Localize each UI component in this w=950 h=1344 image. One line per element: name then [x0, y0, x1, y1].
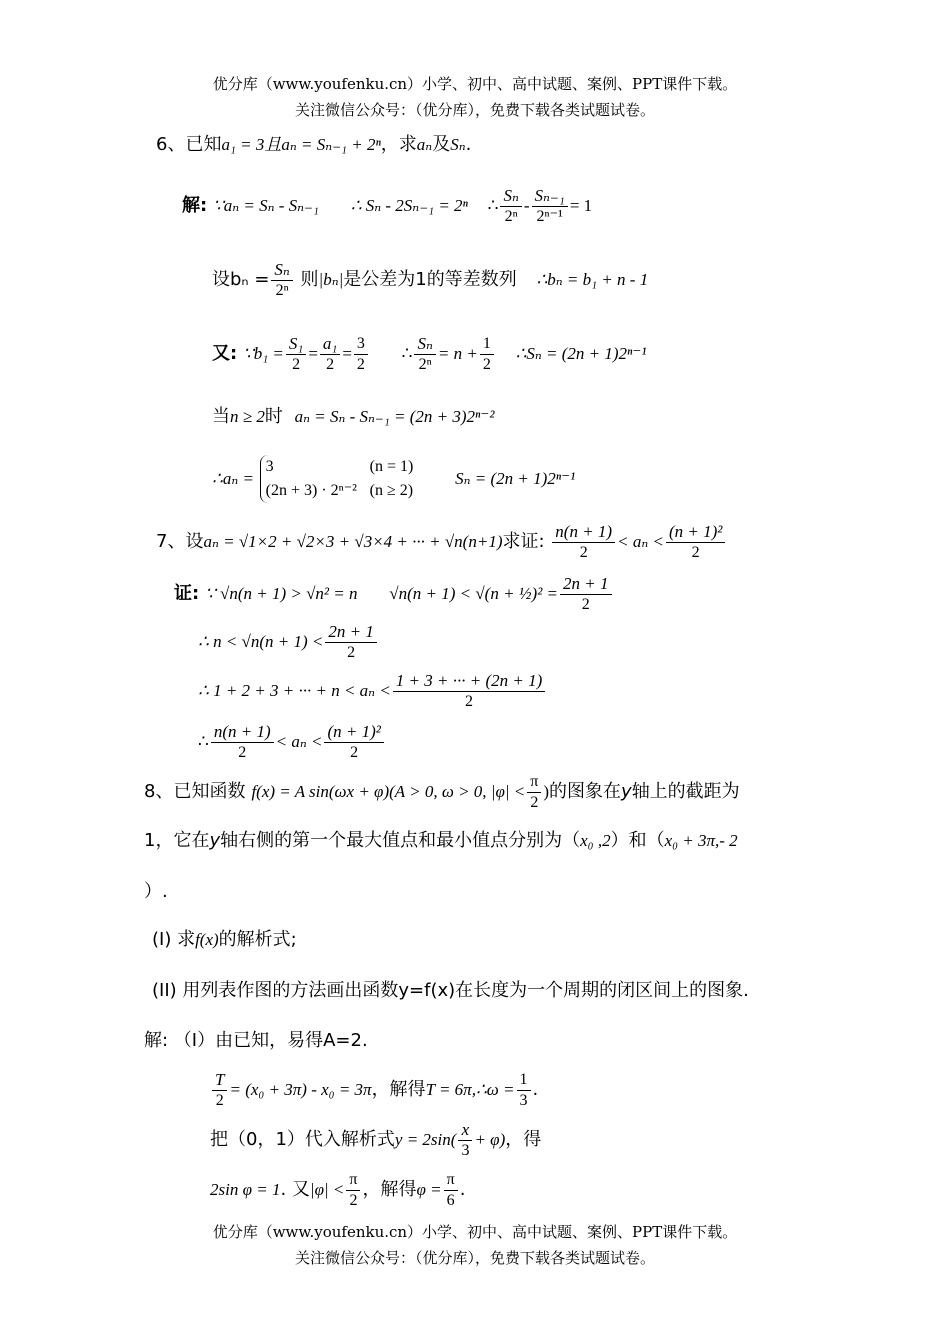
q7-left-frac: $\frac{n(n + 1)}{2}$	[552, 522, 615, 563]
q8-pt1: x₀ ,2	[580, 831, 611, 850]
q6-also-frac-5: $\frac{1}{2}$	[480, 334, 494, 375]
q6-end: .	[465, 134, 472, 155]
q6-when-cond: n ≥ 2	[230, 407, 265, 426]
q6-solution-label: 解:	[182, 195, 208, 216]
q8-s2-expr: y = 2sin(	[394, 1130, 457, 1149]
q8-label: 8、已知函数	[144, 781, 246, 802]
q7-right-frac: $\frac{\text{(n + 1)²}}{2}$	[666, 522, 725, 563]
q6-when-time: 时	[264, 406, 283, 427]
q8-s1-end: .	[532, 1079, 539, 1100]
q8-statement-line-1	[144, 770, 740, 814]
q6-solution-line-1	[182, 184, 592, 228]
q6-ask: ，求	[380, 134, 417, 155]
q8-func-end: )	[543, 782, 550, 801]
header-line-2: 关注微信公众号：（优分库），免费下载各类试题试卷。	[294, 101, 655, 119]
q6-when-expr: aₙ = Sₙ - Sₙ₋₁ = (2n + 3)2ⁿ⁻²	[294, 407, 495, 426]
q6-statement	[156, 133, 471, 157]
q8-solution-line: 解: （I）由已知，易得A=2.	[144, 1030, 368, 1051]
q8-y-2: y	[209, 830, 221, 851]
q6-case2-cond: (n ≥ 2)	[369, 482, 414, 499]
q6-also-frac-4: $\frac{\text{Sₙ}}{\text{2ⁿ}}$	[414, 334, 435, 375]
q8-s1-frac: $\frac{T}{2}$	[212, 1070, 227, 1111]
q8-s3-end: .	[459, 1179, 466, 1200]
q7-p1b: √n(n + 1) < √(n + ½)² =	[389, 584, 559, 603]
q7-proof-line-3	[198, 669, 547, 713]
q6-condition: a₁ = 3且aₙ = Sₙ₋₁ + 2ⁿ	[221, 135, 381, 154]
q6-also-line: 又: ∵b₁ = $\frac{\text{S₁}}{2}$ = $\frac{\text{a₁}}{2}$ = $\frac{3}{2}$ ∴ $\frac{\text{Sₙ}}{\text{2ⁿ}}$ = n + $\frac{1}{2}$ ∴Sₙ = (2n + 1)2ⁿ⁻¹	[212, 333, 647, 373]
q6-also-frac-3: $\frac{3}{2}$	[354, 334, 368, 375]
q6-let-line	[212, 258, 648, 302]
q6-when-label: 当	[212, 406, 230, 427]
q8-statement-line-2	[144, 829, 738, 853]
q6-sn: Sₙ	[450, 135, 466, 154]
q8-s3-text1: . 又	[280, 1179, 310, 1200]
q6-also-b1: ∵b₁ =	[242, 344, 284, 363]
q8-line2b: 轴右侧的第一个最大值点和最小值点分别为（	[220, 830, 581, 851]
q6-sol-1b: ∴ Sₙ - 2Sₙ₋₁ = 2ⁿ	[350, 196, 468, 215]
q7-proof-label: 证:	[174, 583, 200, 604]
q6-frac-sn-2n: $\frac{\text{Sₙ}}{\text{2ⁿ}}$	[500, 186, 521, 227]
q7-mid: < aₙ <	[617, 532, 664, 551]
q6-also-sn: ∴Sₙ = (2n + 1)2ⁿ⁻¹	[515, 344, 647, 363]
q8-text1: 的图象在	[549, 781, 622, 802]
q6-sol-1a: ∵aₙ = Sₙ - Sₙ₋₁	[212, 196, 319, 215]
q6-also-frac-2: $\frac{\text{a₁}}{2}$	[320, 334, 340, 375]
q7-p3: ∴ 1 + 2 + 3 + ··· + n < aₙ <	[198, 681, 391, 700]
q8-part1-text: 的解析式;	[218, 929, 297, 950]
q7-prove: 求证:	[502, 531, 545, 552]
q8-s3-expr: 2sin φ = 1	[210, 1180, 281, 1199]
q8-s1-result: T = 6π,∴ω =	[425, 1080, 515, 1099]
q7-p1a: ∵ √n(n + 1) > √n² = n	[204, 584, 358, 603]
q7-p1b-frac: $\frac{2n + 1}{2}$	[560, 574, 611, 615]
q7-p4-therefore: ∴	[198, 732, 209, 751]
q6-result-prefix: ∴aₙ =	[212, 469, 254, 488]
q8-part2: (II) 用列表作图的方法画出函数y=f(x)在长度为一个周期的闭区间上的图象.	[152, 980, 749, 1001]
q7-proof-line-2	[198, 620, 379, 664]
q6-let-bn: |bₙ|	[318, 270, 344, 289]
q6-when-line	[212, 405, 494, 429]
footer-line-2: 关注微信公众号：（优分库），免费下载各类试题试卷。	[294, 1249, 655, 1267]
q6-label: 6、已知	[156, 134, 222, 155]
q8-s2-text1: 把（0，1）代入解析式	[210, 1129, 395, 1150]
q8-s3-text2: ，解得	[362, 1179, 417, 1200]
q6-frac-sn1-2n1: $\frac{\text{Sₙ₋₁}}{\text{2ⁿ⁻¹}}$	[532, 186, 568, 227]
q6-case1-val: 3	[265, 458, 274, 475]
q6-minus: -	[523, 196, 530, 215]
q6-and: 及	[432, 134, 451, 155]
q8-s1-expr: = (x₀ + 3π) - x₀ = 3π	[229, 1080, 372, 1099]
q6-also-label: 又:	[212, 343, 238, 364]
q8-s1-text: ，解得	[371, 1079, 426, 1100]
q8-s3-frac: $\frac{\pi}{2}$	[346, 1170, 360, 1211]
q8-step-2	[210, 1118, 541, 1162]
q6-also-n-plus: = n +	[437, 344, 478, 363]
q6-eq-one: = 1	[569, 196, 593, 215]
q6-also-frac-1: $\frac{\text{S₁}}{2}$	[286, 334, 306, 375]
q6-an: aₙ	[416, 135, 433, 154]
q7-statement	[156, 520, 727, 564]
q8-y: y	[621, 781, 632, 802]
q8-s2-text2: ，得	[505, 1129, 542, 1150]
q7-expr: aₙ = √1×2 + √2×3 + √3×4 + ··· + √n(n+1)	[203, 532, 503, 551]
q8-s2-expr2: + φ)	[474, 1130, 506, 1149]
q8-step-3	[210, 1168, 465, 1212]
q7-p4-left-frac: $\frac{n(n + 1)}{2}$	[211, 722, 274, 763]
q8-s3-res-frac: $\frac{\pi}{6}$	[444, 1170, 458, 1211]
q8-func-frac: $\frac{\pi}{2}$	[527, 772, 541, 813]
q8-s1-res-frac: $\frac{1}{3}$	[517, 1070, 531, 1111]
q8-text2: 轴上的截距为	[631, 781, 740, 802]
q7-p2-frac: $\frac{2n + 1}{2}$	[325, 622, 376, 663]
q6-let-desc: 是公差为1的等差数列	[343, 269, 517, 290]
q6-let-then: 则	[300, 269, 319, 290]
q7-p3-frac: $\frac{1 + 3 + \cdot\cdot\cdot + (2n + 1)}{2}$	[393, 671, 545, 712]
q6-also-therefore: ∴	[401, 344, 413, 363]
q6-result-sn: Sₙ = (2n + 1)2ⁿ⁻¹	[455, 469, 576, 488]
q7-p2: ∴ n < √n(n + 1) <	[198, 632, 324, 651]
q8-part1-fx: f(x)	[195, 930, 219, 949]
q6-let-result: ∴bₙ = b₁ + n - 1	[536, 270, 649, 289]
q6-let-label: 设bₙ =	[212, 269, 270, 290]
q6-sol-1c: ∴	[487, 196, 499, 215]
q7-proof-line-4	[198, 720, 386, 764]
q6-case1-cond: (n = 1)	[369, 458, 414, 475]
q7-label: 7、设	[156, 531, 204, 552]
q8-step-1	[210, 1068, 538, 1112]
q8-line2c: ）和（	[610, 830, 665, 851]
footer-line-1: 优分库（www.youfenku.cn）小学、初中、高中试题、案例、PPT课件下载。	[212, 1223, 738, 1241]
q8-part1	[152, 928, 297, 952]
q8-statement-line-3: ）.	[144, 881, 168, 902]
q8-func: f(x) = A sin(ωx + φ)(A > 0, ω > 0, |φ| <	[251, 782, 526, 801]
q8-s3-result: φ =	[416, 1180, 442, 1199]
q8-part1-label: (I) 求	[152, 929, 196, 950]
q8-pt2: x₀ + 3π,- 2	[664, 831, 738, 850]
header-line-1: 优分库（www.youfenku.cn）小学、初中、高中试题、案例、PPT课件下载。	[212, 75, 738, 93]
q8-line2a: 1，它在	[144, 830, 210, 851]
q6-case2-val: (2n + 3) · 2ⁿ⁻²	[265, 482, 357, 499]
q7-p4-right-frac: $\frac{\text{(n + 1)²}}{2}$	[324, 722, 383, 763]
q7-p4-mid: < aₙ <	[275, 732, 323, 751]
q7-proof-line-1	[174, 572, 614, 616]
q6-let-frac: $\frac{\text{Sₙ}}{\text{2ⁿ}}$	[271, 260, 292, 301]
q8-s3-abs: |φ| <	[309, 1180, 345, 1199]
q6-piecewise	[260, 455, 414, 503]
q6-result-line	[212, 454, 575, 504]
q8-s2-frac: $\frac{x}{3}$	[458, 1120, 472, 1161]
